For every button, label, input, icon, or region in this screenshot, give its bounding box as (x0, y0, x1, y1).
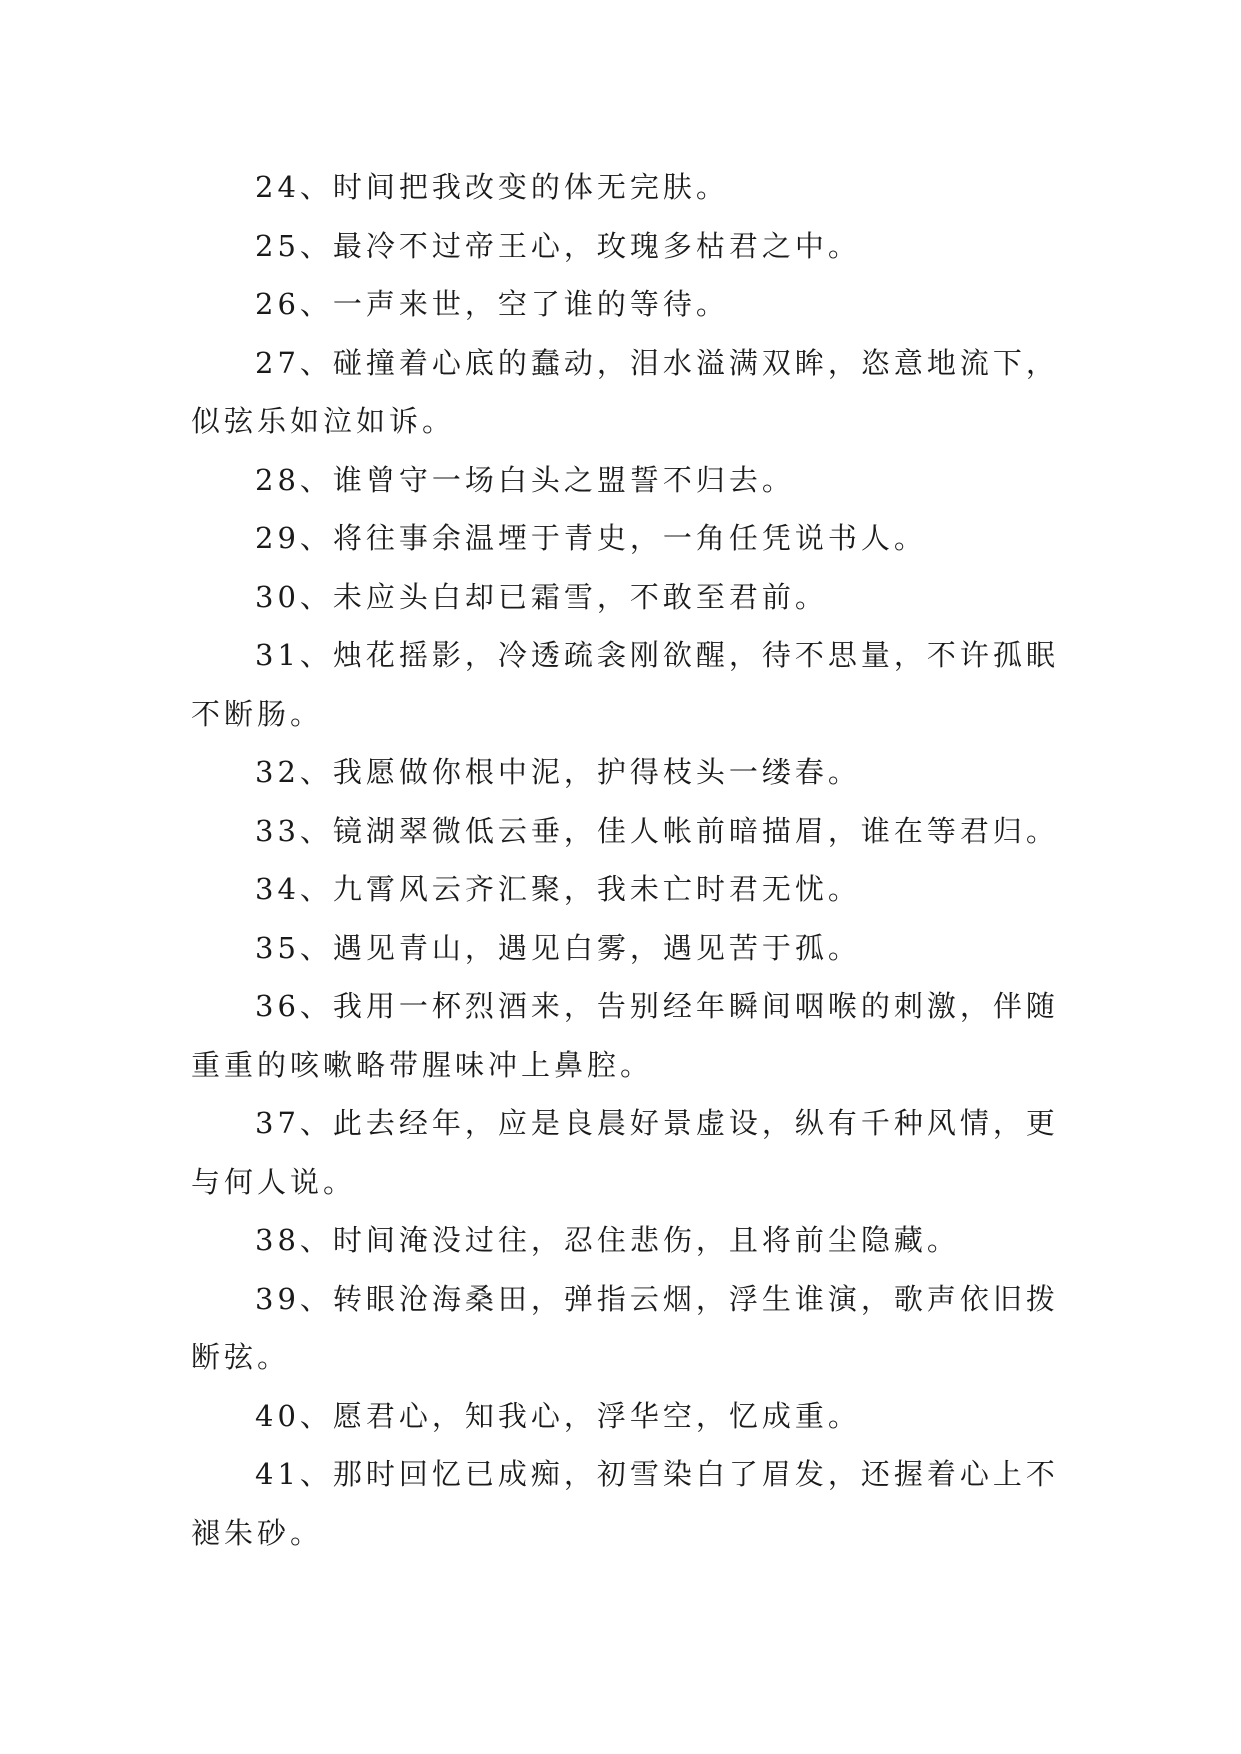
quote-paragraph-40: 40、愿君心，知我心，浮华空，忆成重。 (255, 1398, 861, 1433)
quote-paragraph-36: 36、我用一杯烈酒来，告别经年瞬间咽喉的刺激，伴随重重的咳嗽略带腥味冲上鼻腔。 (191, 989, 1059, 1082)
quote-paragraph-27: 27、碰撞着心底的蠢动，泪水溢满双眸，恣意地流下，似弦乐如泣如诉。 (191, 345, 1059, 438)
quote-paragraph-29: 29、将往事余温堙于青史，一角任凭说书人。 (255, 521, 927, 555)
document-body (191, 158, 1061, 1562)
quote-paragraph-33: 33、镜湖翠微低云垂，佳人帐前暗描眉，谁在等君归。 (255, 813, 1059, 848)
quote-paragraph-38: 38、时间淹没过往，忍住悲伤，且将前尘隐藏。 (255, 1223, 960, 1257)
quote-paragraph-30: 30、未应头白却已霜雪，不敢至君前。 (255, 579, 828, 614)
quote-paragraph-39: 39、转眼沧海桑田，弹指云烟，浮生谁演，歌声依旧拨断弦。 (191, 1281, 1059, 1374)
quote-paragraph-28: 28、谁曾守一场白头之盟誓不归去。 (255, 462, 795, 497)
quote-paragraph-26: 26、一声来世，空了谁的等待。 (255, 287, 729, 321)
quote-paragraph-34: 34、九霄风云齐汇聚，我未亡时君无忧。 (255, 872, 861, 906)
quote-paragraph-37: 37、此去经年，应是良晨好景虚设，纵有千种风情，更与何人说。 (191, 1106, 1059, 1199)
quote-paragraph-32: 32、我愿做你根中泥，护得枝头一缕春。 (255, 755, 861, 789)
quote-paragraph-41: 41、那时回忆已成痴，初雪染白了眉发，还握着心上不褪朱砂。 (191, 1457, 1059, 1550)
quote-paragraph-35: 35、遇见青山，遇见白雾，遇见苦于孤。 (255, 930, 861, 965)
quote-paragraph-24: 24、时间把我改变的体无完肤。 (255, 170, 729, 204)
quote-paragraph-31: 31、烛花摇影，冷透疏衾刚欲醒，待不思量，不许孤眠不断肠。 (191, 638, 1059, 731)
quote-paragraph-25: 25、最冷不过帝王心，玫瑰多枯君之中。 (255, 228, 861, 263)
